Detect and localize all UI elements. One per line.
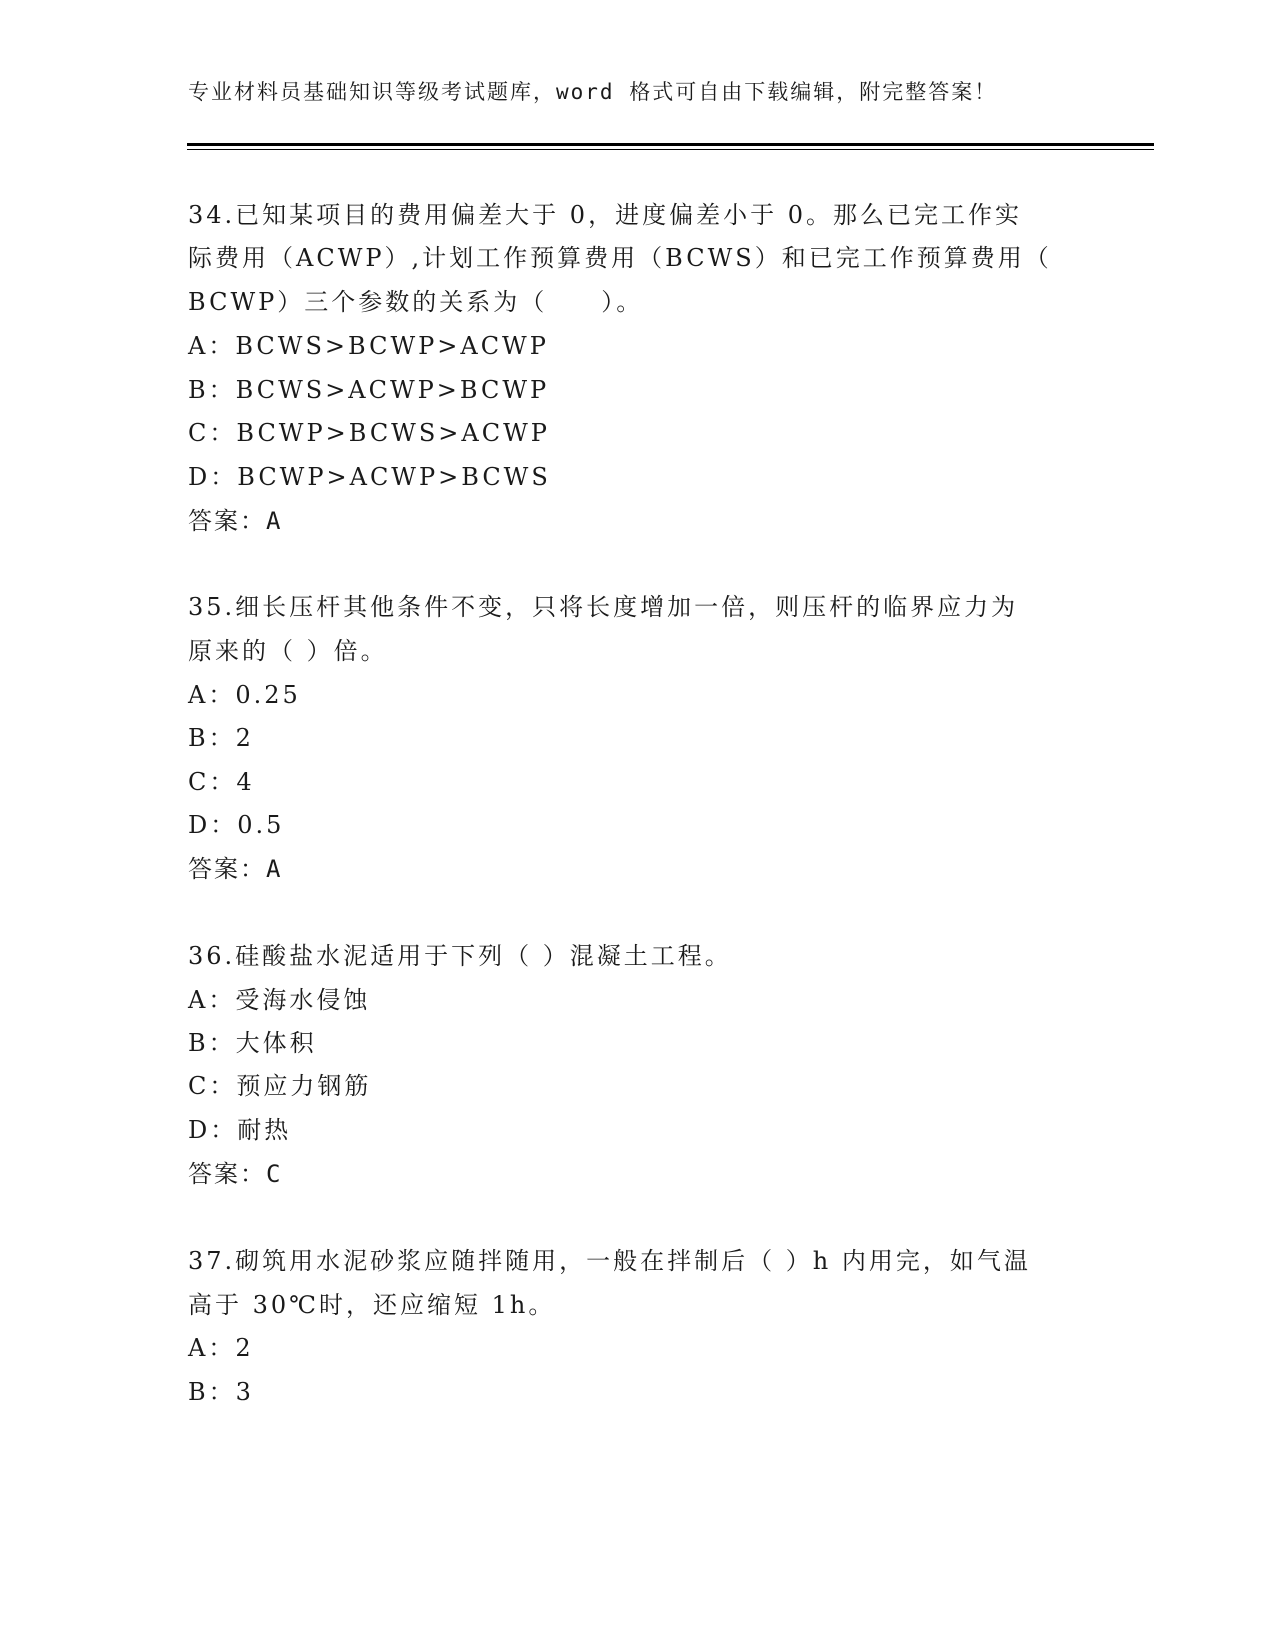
header-rule-thick xyxy=(187,143,1154,146)
option-b: B：BCWS>ACWP>BCWP xyxy=(188,376,550,404)
option-c: C：预应力钢筋 xyxy=(188,1072,372,1100)
option-d: D：0.5 xyxy=(188,811,285,839)
option-d: D：耐热 xyxy=(188,1116,292,1144)
question-stem-line: 36.硅酸盐水泥适用于下列（ ）混凝土工程。 xyxy=(188,942,732,970)
question-stem-line: BCWP）三个参数的关系为（ ）。 xyxy=(188,288,644,316)
answer: 答案：A xyxy=(188,507,283,535)
question-stem-line: 35.细长压杆其他条件不变，只将长度增加一倍，则压杆的临界应力为 xyxy=(188,593,1019,621)
option-b: B：3 xyxy=(188,1378,254,1406)
question-stem-line: 37.砌筑用水泥砂浆应随拌随用，一般在拌制后（ ）h 内用完，如气温 xyxy=(188,1247,1031,1275)
option-a: A：2 xyxy=(188,1334,254,1362)
option-d: D：BCWP>ACWP>BCWS xyxy=(188,463,551,491)
answer: 答案：C xyxy=(188,1160,283,1188)
option-c: C：4 xyxy=(188,768,255,796)
option-c: C：BCWP>BCWS>ACWP xyxy=(188,419,550,447)
option-a: A：BCWS>BCWP>ACWP xyxy=(188,332,549,360)
option-b: B：大体积 xyxy=(188,1029,317,1057)
option-b: B：2 xyxy=(188,724,254,752)
question-stem-line: 高于 30℃时，还应缩短 1h。 xyxy=(188,1291,556,1319)
option-a: A：0.25 xyxy=(188,681,301,709)
question-stem-line: 原来的（ ）倍。 xyxy=(188,637,388,665)
question-stem-line: 际费用（ACWP）,计划工作预算费用（BCWS）和已完工作预算费用（ xyxy=(188,244,1052,272)
option-a: A：受海水侵蚀 xyxy=(188,986,371,1014)
header-rule-thin xyxy=(187,149,1154,150)
answer: 答案：A xyxy=(188,855,283,883)
question-stem-line: 34.已知某项目的费用偏差大于 0，进度偏差小于 0。那么已完工作实 xyxy=(188,201,1022,229)
page-header: 专业材料员基础知识等级考试题库，word 格式可自由下载编辑，附完整答案！ xyxy=(188,80,998,104)
